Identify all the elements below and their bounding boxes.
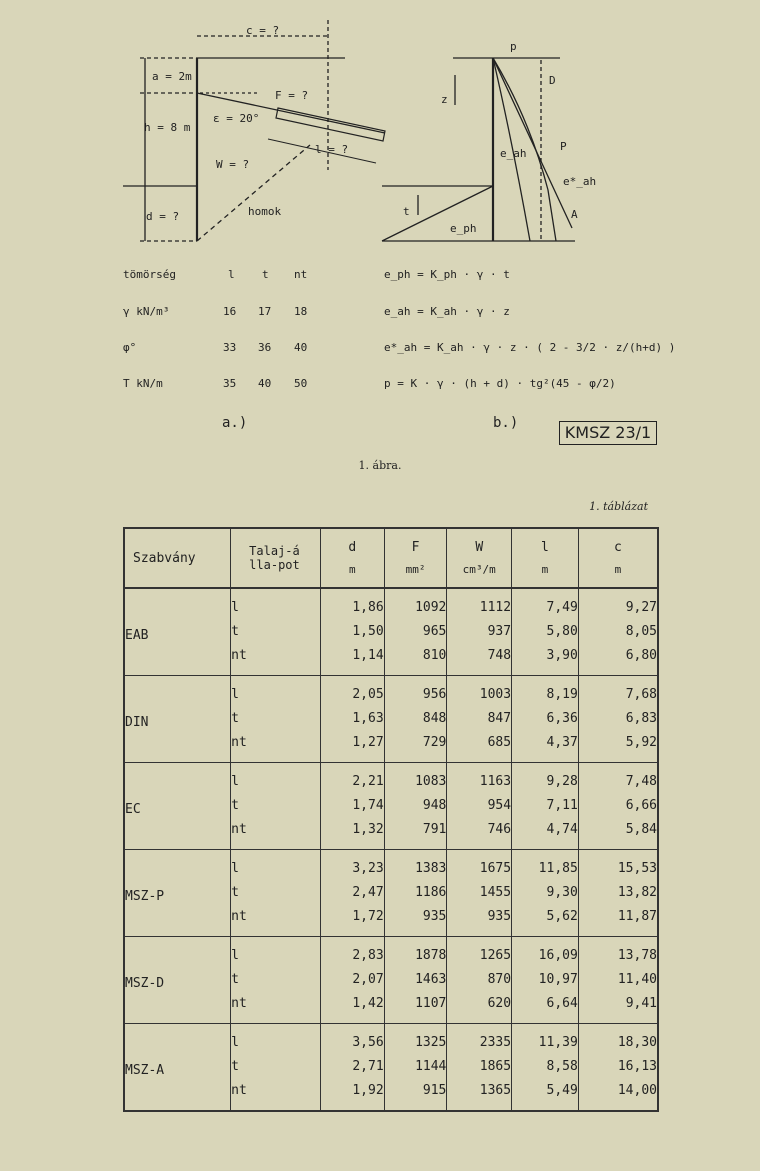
w-cell: 1455 [447,880,512,904]
table-group-ec [124,763,658,850]
soil-state-cell: nt [231,730,321,763]
params-value: 50 [294,377,308,390]
formula-eah-star: e*_ah = K_ah · γ · z · ( 2 - 3/2 · z/(h+d) ) [384,341,676,354]
f-cell: 810 [384,643,447,676]
c-cell: 9,41 [578,991,658,1024]
d-cell: 2,71 [320,1054,384,1078]
l-cell: 4,74 [512,817,579,850]
d-cell: 3,56 [320,1024,384,1055]
soil-state-cell: t [231,706,321,730]
params-row-label: φ° [123,341,137,354]
c-cell: 5,92 [578,730,658,763]
d-curve-label: D [549,74,556,87]
figure-drawing [0,0,760,460]
d-cell: 1,72 [320,904,384,937]
c-cell: 13,78 [578,937,658,968]
f-cell: 729 [384,730,447,763]
soil-state-cell: l [231,676,321,707]
w-cell: 937 [447,619,512,643]
table-group-msz-d [124,937,658,1024]
table-group-msz-a [124,1024,658,1112]
c-cell: 16,13 [578,1054,658,1078]
kmsz-badge: KMSZ 23/1 [559,421,657,445]
params-value: 35 [223,377,237,390]
p-curve-label: P [560,140,567,153]
e-ah-label: e_ah [500,147,527,160]
soil-state-cell: nt [231,991,321,1024]
w-cell: 935 [447,904,512,937]
results-table [123,527,659,1112]
d-cell: 1,50 [320,619,384,643]
soil-state-cell: t [231,1054,321,1078]
params-row-label: γ kN/m³ [123,305,170,318]
l-cell: 5,80 [512,619,579,643]
params-header-l: l [228,268,235,281]
w-cell: 1163 [447,763,512,794]
d-cell: 1,42 [320,991,384,1024]
c-cell: 11,87 [578,904,658,937]
w-cell: 620 [447,991,512,1024]
l-cell: 5,49 [512,1078,579,1111]
soil-state-cell: nt [231,817,321,850]
soil-state-cell: t [231,619,321,643]
c-cell: 7,48 [578,763,658,794]
soil-state-cell: l [231,588,321,619]
l-cell: 6,64 [512,991,579,1024]
d-cell: 2,21 [320,763,384,794]
d-cell: 1,92 [320,1078,384,1111]
d-cell: 1,86 [320,588,384,619]
soil-state-cell: t [231,880,321,904]
col-header-c: c m [578,528,658,588]
w-cell: 1365 [447,1078,512,1111]
w-cell: 748 [447,643,512,676]
standard-name: DIN [124,676,231,763]
params-value: 36 [258,341,272,354]
force-f-label: F = ? [275,89,309,102]
a-curve-label: A [571,208,578,221]
soil-state-cell: l [231,763,321,794]
f-cell: 948 [384,793,447,817]
l-cell: 11,85 [512,850,579,881]
w-cell: 1112 [447,588,512,619]
sublabel-a: a.) [222,415,248,431]
table-row [124,850,658,881]
dim-d-label: d = ? [146,210,180,223]
w-cell: 1003 [447,676,512,707]
l-cell: 16,09 [512,937,579,968]
d-cell: 2,47 [320,880,384,904]
table-row [124,676,658,707]
standard-name: MSZ-P [124,850,231,937]
c-cell: 7,68 [578,676,658,707]
col-header-state: Talaj-álla-pot [231,528,321,588]
f-cell: 935 [384,904,447,937]
c-cell: 14,00 [578,1078,658,1111]
w-cell: 685 [447,730,512,763]
l-cell: 9,28 [512,763,579,794]
dim-a-label: a = 2m [152,70,192,83]
standard-name: MSZ-D [124,937,231,1024]
standard-name: MSZ-A [124,1024,231,1112]
soil-state-cell: nt [231,1078,321,1111]
params-header-t: t [262,268,269,281]
c-cell: 18,30 [578,1024,658,1055]
e-ph-label: e_ph [450,222,477,235]
f-cell: 1083 [384,763,447,794]
f-cell: 1107 [384,991,447,1024]
w-cell: 1675 [447,850,512,881]
dim-h-label: h = 8 m [144,121,191,134]
w-cell: 746 [447,817,512,850]
col-header-standard: Szabvány [124,528,231,588]
c-cell: 6,66 [578,793,658,817]
w-cell: 1865 [447,1054,512,1078]
l-cell: 8,19 [512,676,579,707]
f-cell: 1144 [384,1054,447,1078]
w-cell: 2335 [447,1024,512,1055]
w-cell: 870 [447,967,512,991]
force-w-label: W = ? [216,158,250,171]
col-header-d: d m [320,528,384,588]
w-cell: 954 [447,793,512,817]
params-header-label: tömörség [123,268,176,281]
col-header-f: F mm² [384,528,447,588]
l-cell: 5,62 [512,904,579,937]
w-cell: 1265 [447,937,512,968]
c-cell: 8,05 [578,619,658,643]
c-cell: 6,80 [578,643,658,676]
f-cell: 965 [384,619,447,643]
table-group-din [124,676,658,763]
f-cell: 1325 [384,1024,447,1055]
soil-state-cell: l [231,1024,321,1055]
angle-label: ε = 20° [213,112,260,125]
standard-name: EAB [124,588,231,676]
l-cell: 4,37 [512,730,579,763]
f-cell: 1878 [384,937,447,968]
c-cell: 15,53 [578,850,658,881]
table-row [124,937,658,968]
table-group-eab [124,588,658,676]
params-value: 16 [223,305,237,318]
l-cell: 7,11 [512,793,579,817]
d-cell: 1,63 [320,706,384,730]
f-cell: 1383 [384,850,447,881]
e-ah-star-label: e*_ah [563,175,597,188]
d-cell: 2,83 [320,937,384,968]
params-value: 18 [294,305,308,318]
l-cell: 9,30 [512,880,579,904]
f-cell: 1186 [384,880,447,904]
table-row [124,763,658,794]
f-cell: 1463 [384,967,447,991]
soil-label: homok [248,205,282,218]
d-cell: 1,27 [320,730,384,763]
d-cell: 2,05 [320,676,384,707]
f-cell: 1092 [384,588,447,619]
figure-caption: 1. ábra. [358,459,402,472]
standard-name: EC [124,763,231,850]
soil-state-cell: l [231,850,321,881]
params-header-nt: nt [294,268,308,281]
formula-p: p = K · γ · (h + d) · tg²(45 - φ/2) [384,377,616,390]
c-cell: 9,27 [578,588,658,619]
length-l-label: l = ? [315,143,349,156]
params-value: 17 [258,305,272,318]
d-cell: 3,23 [320,850,384,881]
t-label: t [403,205,410,218]
table-row [124,1024,658,1055]
f-cell: 791 [384,817,447,850]
formula-eah: e_ah = K_ah · γ · z [384,305,510,318]
formula-eph: e_ph = K_ph · γ · t [384,268,510,281]
f-cell: 956 [384,676,447,707]
p-top-label: p [510,40,517,53]
table-row [124,588,658,619]
params-row-label: T kN/m [123,377,163,390]
l-cell: 10,97 [512,967,579,991]
c-cell: 13,82 [578,880,658,904]
f-cell: 848 [384,706,447,730]
col-header-l: l m [512,528,579,588]
soil-state-cell: l [231,937,321,968]
l-cell: 6,36 [512,706,579,730]
sublabel-b: b.) [493,415,519,431]
d-cell: 1,14 [320,643,384,676]
f-cell: 915 [384,1078,447,1111]
table-caption: 1. táblázat [589,500,648,513]
soil-state-cell: t [231,967,321,991]
l-cell: 3,90 [512,643,579,676]
soil-state-cell: nt [231,904,321,937]
l-cell: 7,49 [512,588,579,619]
d-cell: 1,74 [320,793,384,817]
d-cell: 1,32 [320,817,384,850]
c-cell: 11,40 [578,967,658,991]
params-value: 33 [223,341,237,354]
table-group-msz-p [124,850,658,937]
c-cell: 5,84 [578,817,658,850]
z-label: z [441,93,448,106]
params-value: 40 [258,377,272,390]
soil-state-cell: t [231,793,321,817]
c-cell: 6,83 [578,706,658,730]
table-header-row [124,528,658,588]
l-cell: 11,39 [512,1024,579,1055]
l-cell: 8,58 [512,1054,579,1078]
soil-state-cell: nt [231,643,321,676]
dim-c-label: c = ? [246,24,280,37]
d-cell: 2,07 [320,967,384,991]
w-cell: 847 [447,706,512,730]
params-value: 40 [294,341,308,354]
col-header-w: W cm³/m [447,528,512,588]
